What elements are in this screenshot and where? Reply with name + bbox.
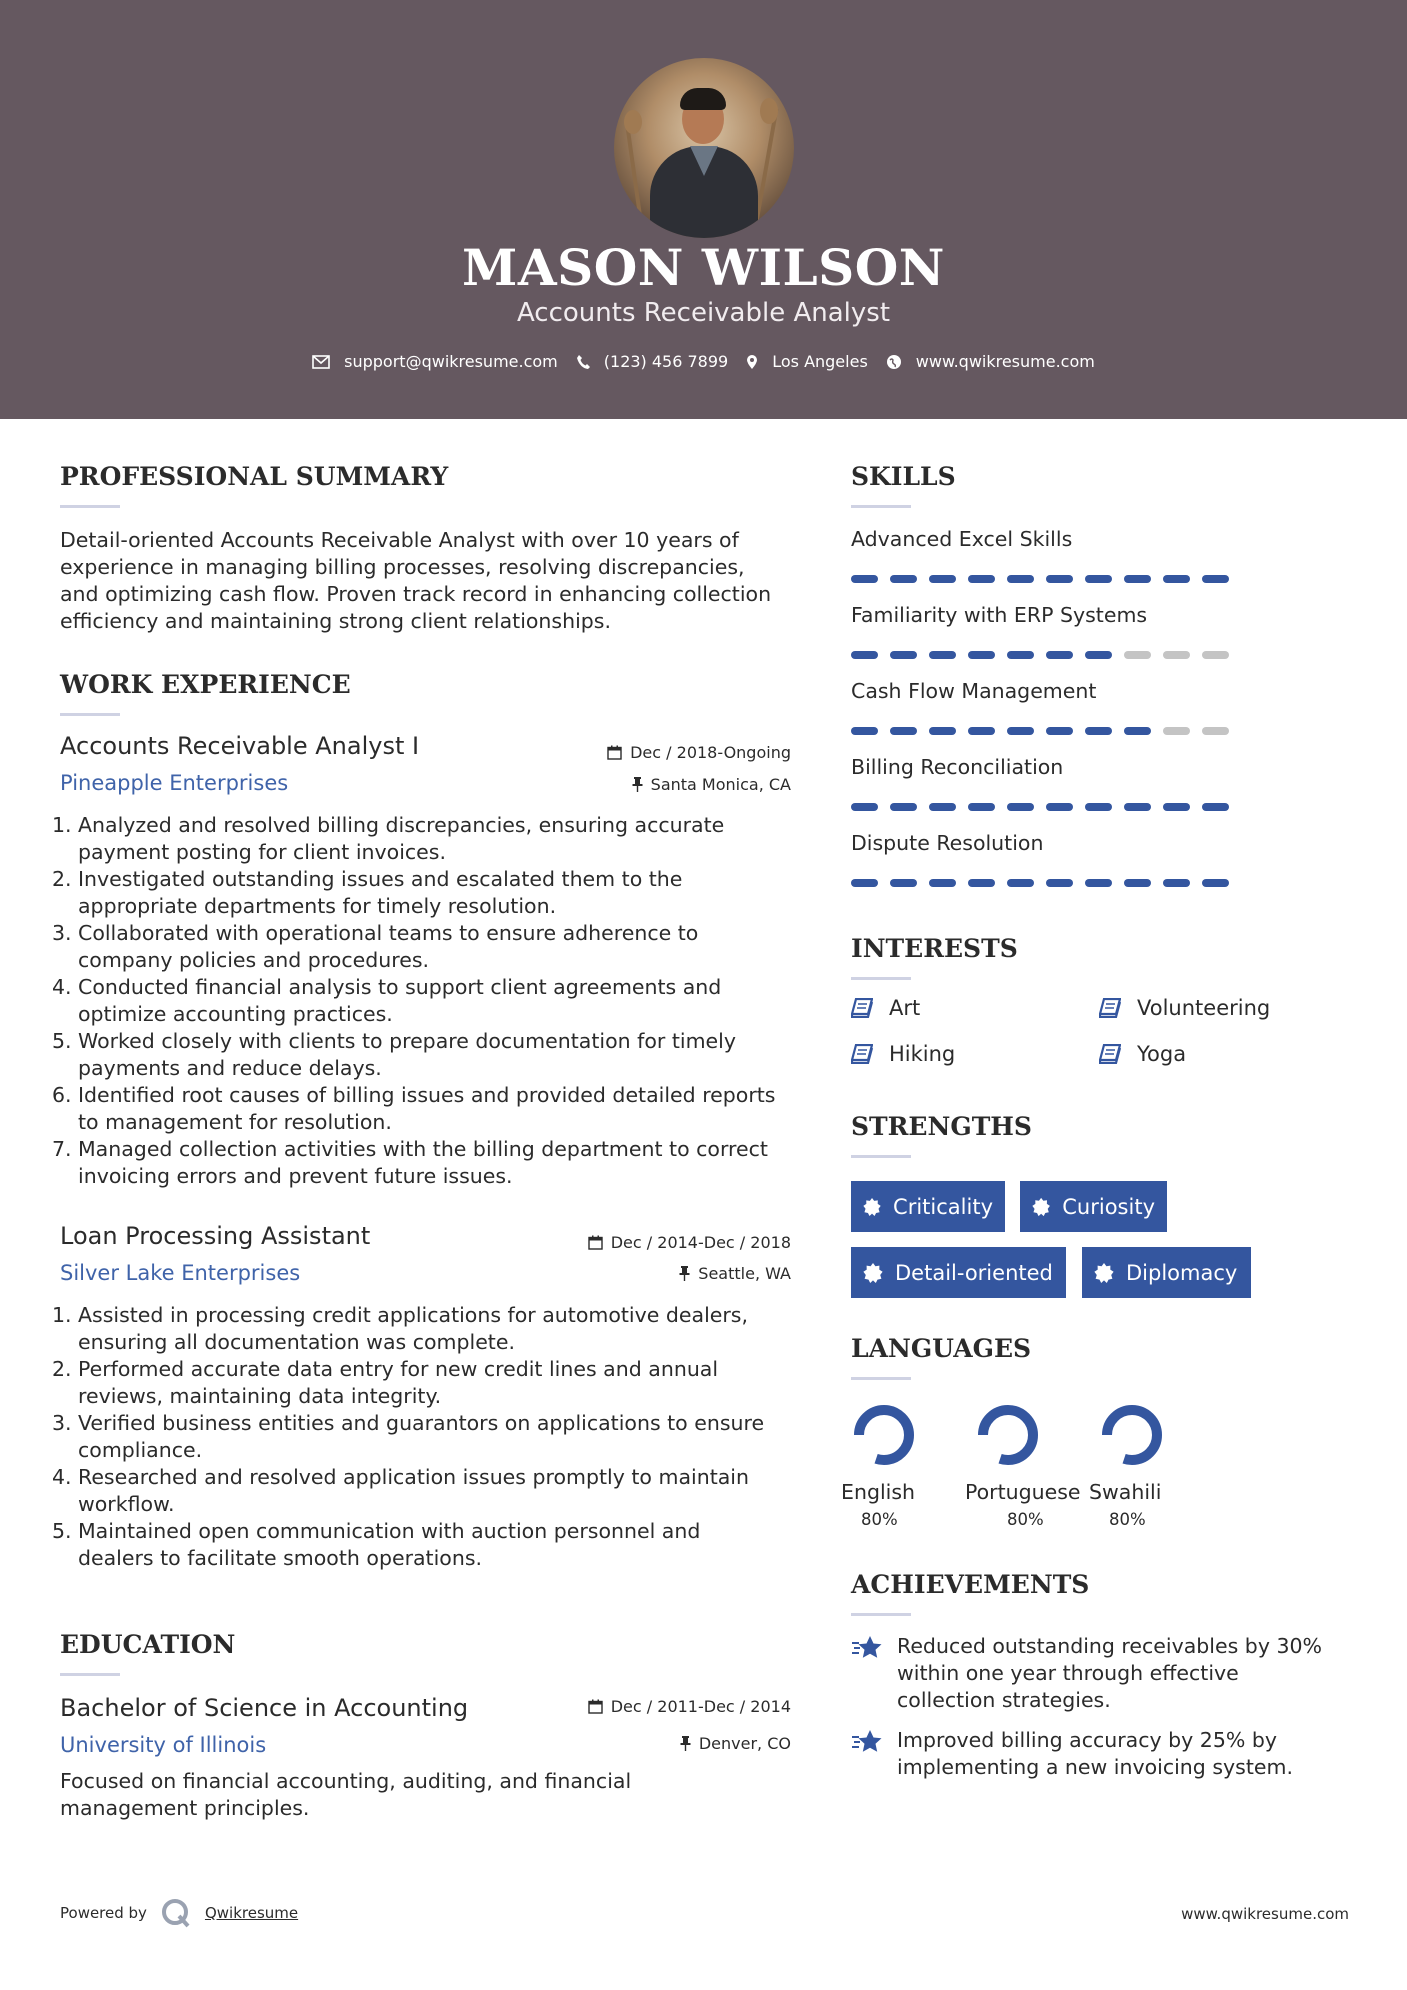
footer-credit bbox=[60, 1898, 298, 1928]
skill-dot-empty bbox=[1202, 651, 1229, 659]
list-item: 1. Analyzed and resolved billing discrepancies, ensuring accurate payment posting for client invoices. bbox=[52, 813, 725, 864]
skill-dot-filled bbox=[1085, 879, 1112, 887]
interests-heading: INTERESTS bbox=[851, 934, 1018, 963]
skill-dot-filled bbox=[968, 879, 995, 887]
skills-divider bbox=[851, 505, 911, 508]
badge-icon bbox=[863, 1263, 883, 1283]
skill-dot-filled bbox=[929, 575, 956, 583]
skill-dot-filled bbox=[1007, 727, 1034, 735]
skill-level-bar bbox=[851, 651, 1229, 659]
language-name: Portuguese bbox=[965, 1480, 1081, 1504]
badge-icon bbox=[863, 1197, 881, 1217]
list-item: 3. Collaborated with operational teams to ensure adherence to company policies and procedures. bbox=[52, 921, 699, 972]
language-name: English bbox=[841, 1480, 916, 1504]
skill-dot-filled bbox=[890, 803, 917, 811]
list-item: 5. Maintained open communication with auction personnel and dealers to facilitate smooth operations. bbox=[52, 1519, 701, 1570]
skill-level-bar bbox=[851, 727, 1229, 735]
powered-by-label: Powered by bbox=[60, 1904, 147, 1922]
interest-item: Hiking bbox=[851, 1042, 955, 1066]
profile-photo bbox=[614, 58, 794, 238]
language-gauge-arc bbox=[859, 1410, 909, 1460]
pushpin-icon bbox=[679, 1266, 690, 1281]
skill-dot-filled bbox=[890, 879, 917, 887]
achievement-item: Reduced outstanding receivables by 30% within one year through effective collection strategies. bbox=[851, 1633, 1322, 1714]
company-name[interactable]: Pineapple Enterprises bbox=[60, 771, 289, 795]
contact-website[interactable]: www.qwikresume.com bbox=[886, 352, 1095, 371]
education-date: Dec / 2011-Dec / 2014 bbox=[588, 1697, 791, 1716]
job-location: Santa Monica, CA bbox=[632, 775, 791, 794]
summary-divider bbox=[60, 505, 120, 508]
skill-name: Advanced Excel Skills bbox=[851, 527, 1073, 551]
skill-dot-filled bbox=[890, 575, 917, 583]
school-name[interactable]: University of Illinois bbox=[60, 1733, 267, 1757]
language-gauge-arc bbox=[983, 1410, 1033, 1460]
skill-dot-filled bbox=[1124, 879, 1151, 887]
skill-name: Dispute Resolution bbox=[851, 831, 1044, 855]
skill-dot-filled bbox=[1046, 727, 1073, 735]
skill-dot-filled bbox=[968, 651, 995, 659]
language-gauge-arc bbox=[1107, 1410, 1157, 1460]
skill-dot-filled bbox=[1124, 575, 1151, 583]
interests-divider bbox=[851, 977, 911, 980]
candidate-name: MASON WILSON bbox=[462, 238, 945, 297]
duty-list bbox=[52, 1302, 820, 1572]
star-award-icon bbox=[851, 1729, 883, 1755]
skill-dot-filled bbox=[1202, 803, 1229, 811]
skill-dot-filled bbox=[851, 575, 878, 583]
summary-text: Detail-oriented Accounts Receivable Analyst with over 10 years of experience in managing billing processes, resolving discrepancies, and optimizing cash flow. Proven track record in enhancing collection efficiency and maintaining strong client relationships. bbox=[60, 528, 772, 633]
skill-dot-filled bbox=[890, 651, 917, 659]
skill-dot-filled bbox=[1007, 575, 1034, 583]
languages-heading: LANGUAGES bbox=[851, 1334, 1032, 1363]
list-item: 3. Verified business entities and guarantors on applications to ensure compliance. bbox=[52, 1411, 765, 1462]
list-item: 2. Performed accurate data entry for new credit lines and annual reviews, maintaining data integrity. bbox=[52, 1357, 719, 1408]
skill-level-bar bbox=[851, 575, 1229, 583]
language-level: 80% bbox=[861, 1510, 898, 1529]
education-divider bbox=[60, 1673, 120, 1676]
skill-dot-empty bbox=[1124, 651, 1151, 659]
skill-dot-filled bbox=[1124, 727, 1151, 735]
job-date: Dec / 2014-Dec / 2018 bbox=[588, 1233, 791, 1252]
job-title: Loan Processing Assistant bbox=[60, 1222, 371, 1250]
skill-dot-filled bbox=[1085, 651, 1112, 659]
skill-dot-filled bbox=[1007, 879, 1034, 887]
book-icon bbox=[1099, 998, 1121, 1018]
language-gauge bbox=[973, 1400, 1043, 1470]
degree-title: Bachelor of Science in Accounting bbox=[60, 1694, 469, 1722]
skill-dot-filled bbox=[851, 803, 878, 811]
strengths-heading: STRENGTHS bbox=[851, 1112, 1032, 1141]
skill-dot-filled bbox=[1163, 803, 1190, 811]
achievements-divider bbox=[851, 1613, 911, 1616]
calendar-icon bbox=[607, 745, 622, 760]
qwikresume-link[interactable]: Qwikresume bbox=[204, 1904, 299, 1922]
skill-dot-filled bbox=[968, 575, 995, 583]
skill-dot-filled bbox=[1046, 879, 1073, 887]
book-icon bbox=[1099, 1044, 1121, 1064]
envelope-icon bbox=[312, 355, 330, 369]
strength-badge: Criticality bbox=[851, 1181, 1005, 1232]
list-item: 7. Managed collection activities with the billing department to correct invoicing errors and prevent future issues. bbox=[52, 1137, 768, 1188]
skill-dot-filled bbox=[851, 727, 878, 735]
badge-icon bbox=[1094, 1263, 1114, 1283]
skill-dot-filled bbox=[968, 727, 995, 735]
list-item: 4. Conducted financial analysis to support client agreements and optimize accounting practices. bbox=[52, 975, 722, 1026]
list-item: 6. Identified root causes of billing issues and provided detailed reports to management for resolution. bbox=[52, 1083, 776, 1134]
strength-badge: Curiosity bbox=[1020, 1181, 1167, 1232]
skill-dot-filled bbox=[890, 727, 917, 735]
strength-badge: Detail-oriented bbox=[851, 1247, 1066, 1298]
achievements-heading: ACHIEVEMENTS bbox=[851, 1570, 1090, 1599]
job-title: Accounts Receivable Analyst I bbox=[60, 732, 420, 760]
calendar-icon bbox=[588, 1699, 603, 1714]
contact-email[interactable]: support@qwikresume.com bbox=[312, 352, 558, 371]
skill-name: Familiarity with ERP Systems bbox=[851, 603, 1148, 627]
book-icon bbox=[851, 1044, 873, 1064]
skill-dot-empty bbox=[1202, 727, 1229, 735]
contact-phone[interactable]: (123) 456 7899 bbox=[576, 352, 728, 371]
language-level: 80% bbox=[1007, 1510, 1044, 1529]
interest-item: Volunteering bbox=[1099, 996, 1270, 1020]
skill-dot-empty bbox=[1163, 651, 1190, 659]
skill-dot-filled bbox=[929, 651, 956, 659]
list-item: 1. Assisted in processing credit applications for automotive dealers, ensuring all documentation was complete. bbox=[52, 1303, 749, 1354]
list-item: 4. Researched and resolved application issues promptly to maintain workflow. bbox=[52, 1465, 749, 1516]
language-gauge bbox=[1097, 1400, 1167, 1470]
list-item: 2. Investigated outstanding issues and escalated them to the appropriate departments for timely resolution. bbox=[52, 867, 683, 918]
pushpin-icon bbox=[680, 1736, 691, 1751]
skill-dot-filled bbox=[1163, 879, 1190, 887]
duty-list bbox=[52, 812, 820, 1190]
interest-item: Yoga bbox=[1099, 1042, 1186, 1066]
candidate-role: Accounts Receivable Analyst bbox=[516, 298, 891, 328]
language-name: Swahili bbox=[1089, 1480, 1162, 1504]
skills-heading: SKILLS bbox=[851, 462, 956, 491]
education-location: Denver, CO bbox=[680, 1734, 791, 1753]
skill-level-bar bbox=[851, 879, 1229, 887]
skill-dot-filled bbox=[1046, 575, 1073, 583]
education-heading: EDUCATION bbox=[60, 1630, 236, 1659]
language-item bbox=[841, 1400, 951, 1529]
skill-dot-filled bbox=[929, 803, 956, 811]
map-pin-icon bbox=[746, 354, 758, 370]
skill-dot-filled bbox=[968, 803, 995, 811]
skill-dot-filled bbox=[1007, 803, 1034, 811]
skill-dot-filled bbox=[1046, 651, 1073, 659]
book-icon bbox=[851, 998, 873, 1018]
languages-divider bbox=[851, 1377, 911, 1380]
pushpin-icon bbox=[632, 777, 643, 792]
contact-bar bbox=[0, 352, 1407, 371]
strengths-divider bbox=[851, 1155, 911, 1158]
company-name[interactable]: Silver Lake Enterprises bbox=[60, 1261, 301, 1285]
skill-level-bar bbox=[851, 803, 1229, 811]
language-level: 80% bbox=[1109, 1510, 1146, 1529]
skill-dot-filled bbox=[851, 651, 878, 659]
skill-dot-filled bbox=[929, 727, 956, 735]
skill-dot-filled bbox=[1085, 575, 1112, 583]
calendar-icon bbox=[588, 1235, 603, 1250]
contact-location: Los Angeles bbox=[746, 352, 868, 371]
qwikresume-logo-icon bbox=[161, 1898, 191, 1928]
skill-dot-filled bbox=[1202, 879, 1229, 887]
resume-header bbox=[0, 0, 1407, 419]
skill-dot-filled bbox=[1085, 727, 1112, 735]
star-award-icon bbox=[851, 1635, 883, 1661]
skill-dot-filled bbox=[1046, 803, 1073, 811]
summary-heading: PROFESSIONAL SUMMARY bbox=[60, 462, 449, 491]
globe-icon bbox=[886, 354, 902, 370]
skill-name: Billing Reconciliation bbox=[851, 755, 1064, 779]
skill-dot-filled bbox=[1007, 651, 1034, 659]
skill-dot-filled bbox=[1202, 575, 1229, 583]
work-heading: WORK EXPERIENCE bbox=[60, 670, 351, 699]
skill-dot-empty bbox=[1163, 727, 1190, 735]
language-item bbox=[965, 1400, 1081, 1529]
work-divider bbox=[60, 713, 120, 716]
skill-dot-filled bbox=[1085, 803, 1112, 811]
language-gauge bbox=[849, 1400, 919, 1470]
skill-dot-filled bbox=[1124, 803, 1151, 811]
education-description: Focused on financial accounting, auditing, and financial management principles. bbox=[60, 1769, 632, 1820]
strength-badge: Diplomacy bbox=[1082, 1247, 1251, 1298]
badge-icon bbox=[1032, 1197, 1050, 1217]
achievement-item: Improved billing accuracy by 25% by implementing a new invoicing system. bbox=[851, 1727, 1293, 1781]
list-item: 5. Worked closely with clients to prepare documentation for timely payments and reduce delays. bbox=[52, 1029, 736, 1080]
job-location: Seattle, WA bbox=[679, 1264, 791, 1283]
footer-website[interactable]: www.qwikresume.com bbox=[1181, 1905, 1349, 1923]
language-item bbox=[1089, 1400, 1199, 1529]
job-date: Dec / 2018-Ongoing bbox=[607, 743, 791, 762]
skill-dot-filled bbox=[1163, 575, 1190, 583]
skill-dot-filled bbox=[851, 879, 878, 887]
phone-icon bbox=[576, 354, 590, 370]
skill-dot-filled bbox=[929, 879, 956, 887]
interest-item: Art bbox=[851, 996, 920, 1020]
skill-name: Cash Flow Management bbox=[851, 679, 1097, 703]
